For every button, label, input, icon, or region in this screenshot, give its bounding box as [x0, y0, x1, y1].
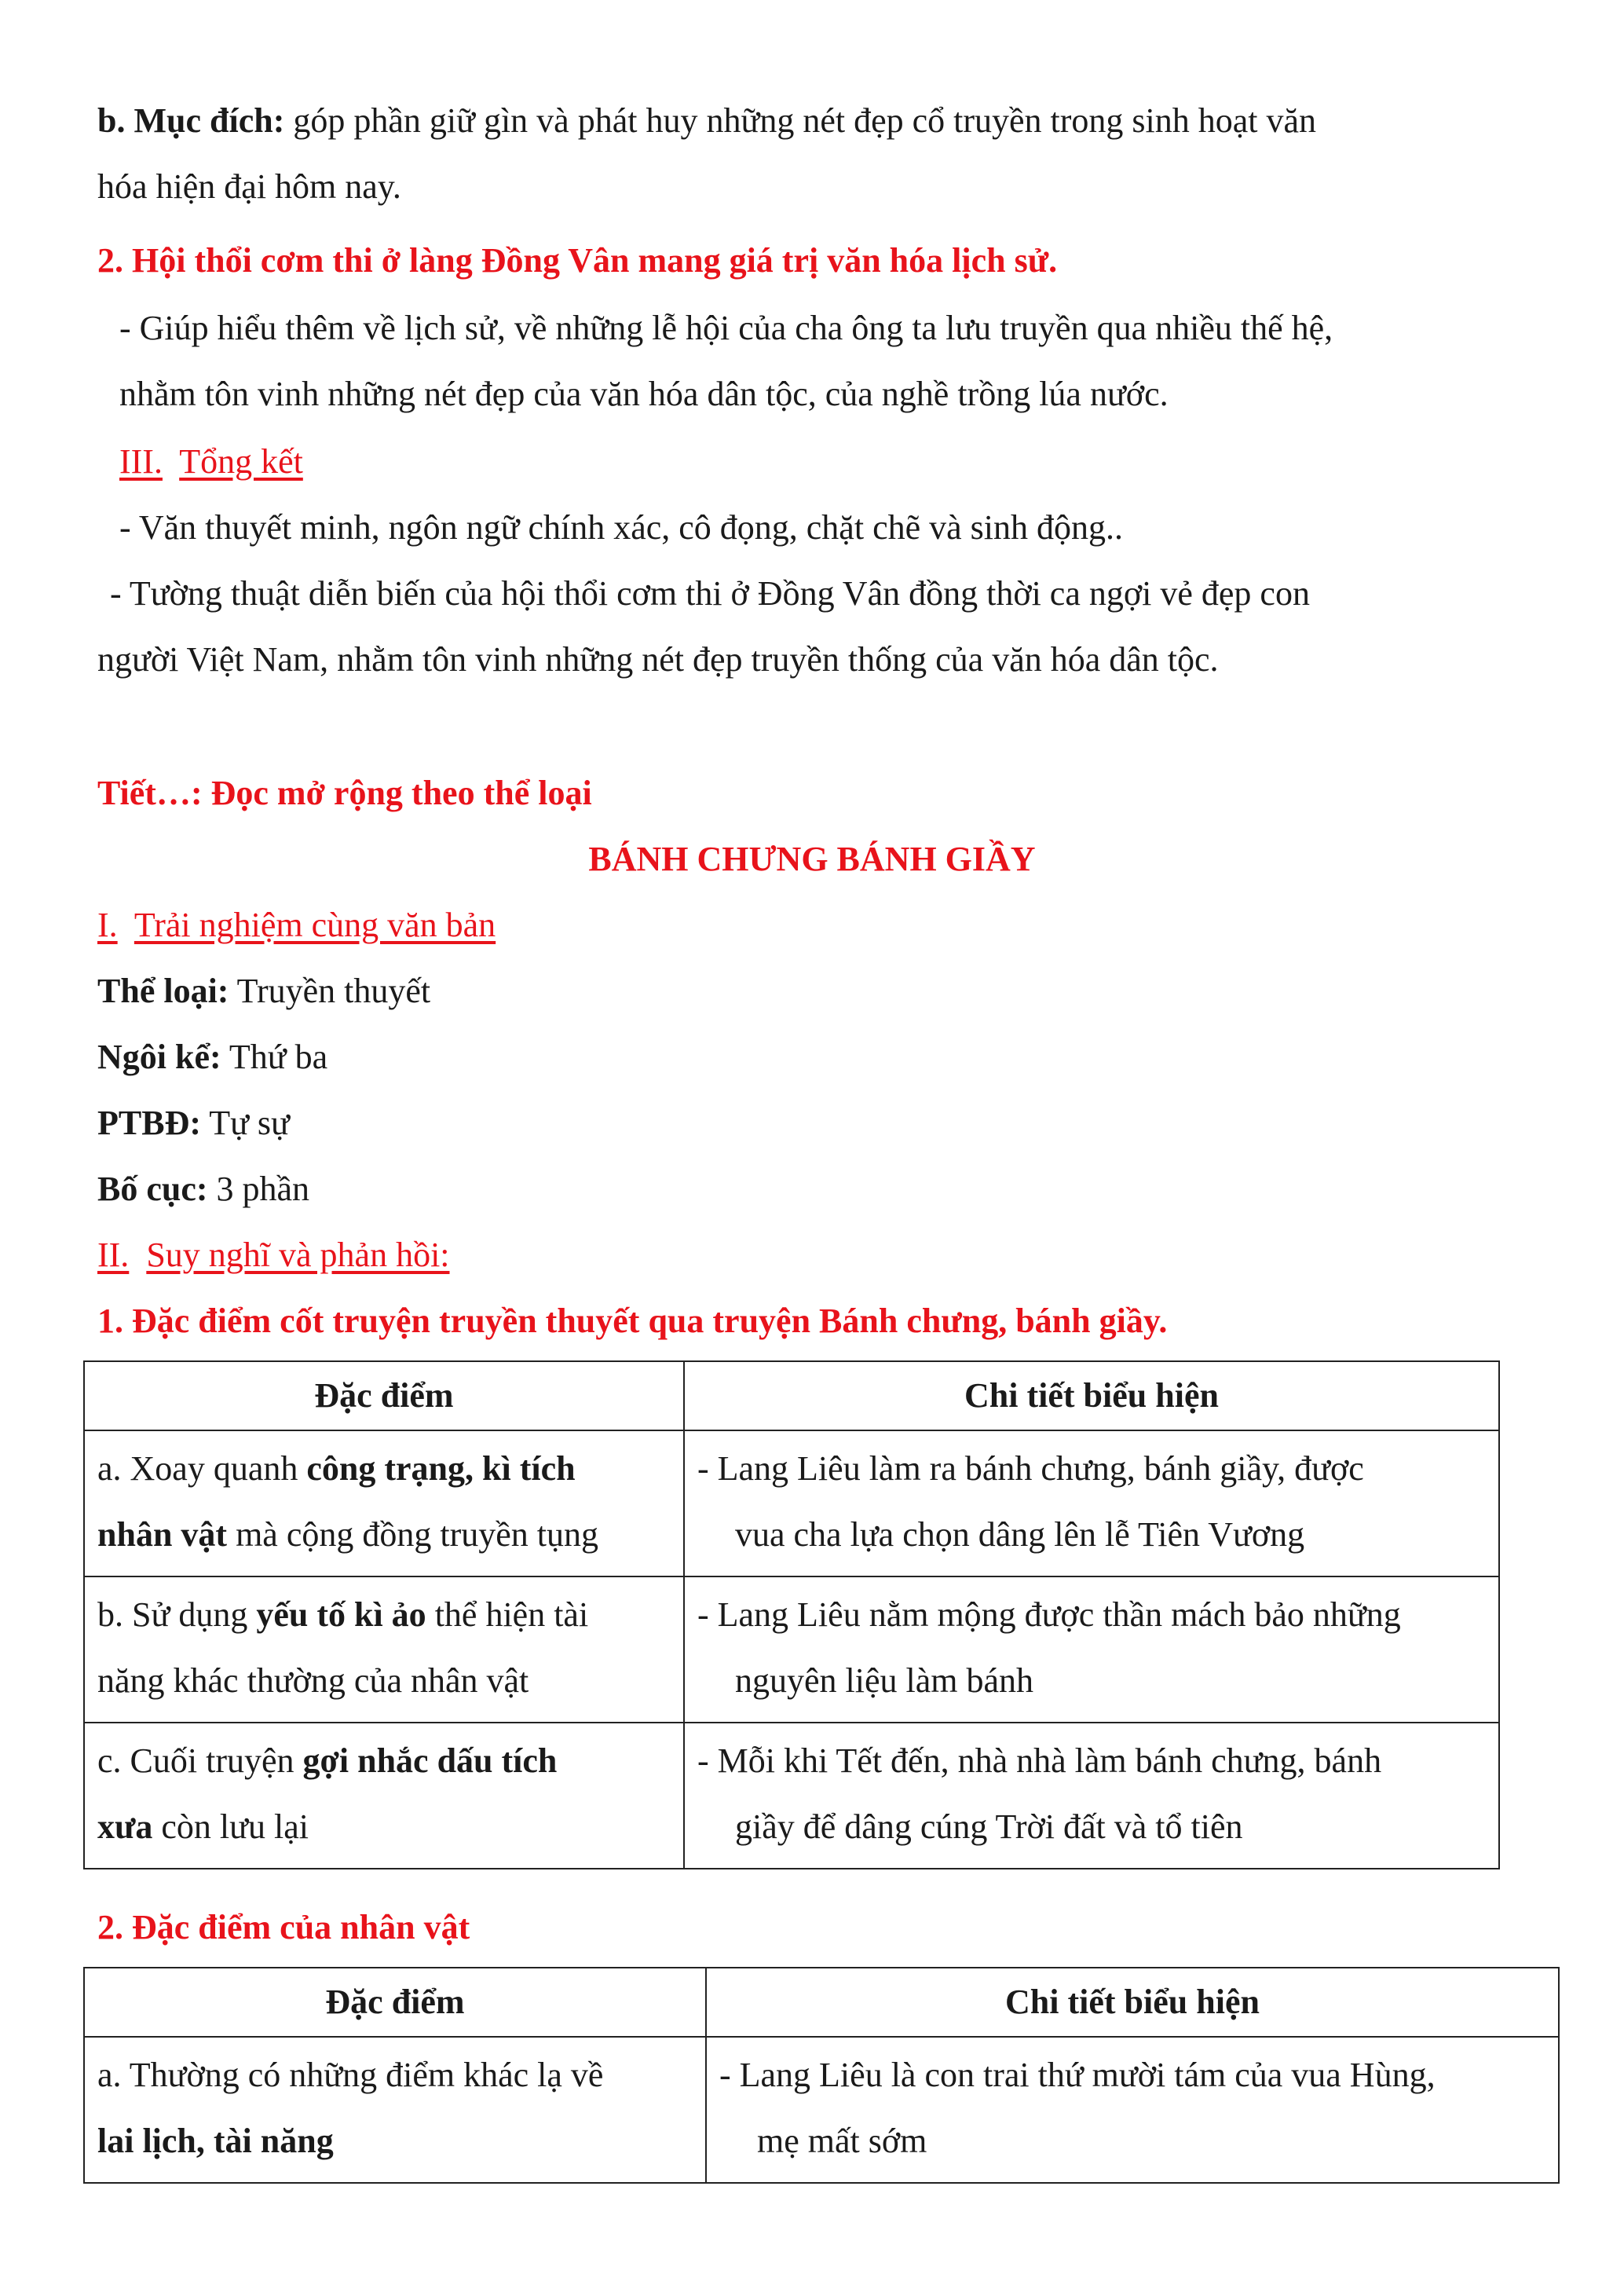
detail-text: - Lang Liêu là con trai thứ mười tám của vua Hùng, [719, 2056, 1436, 2094]
feature-keyword: yếu tố kì ảo [256, 1595, 426, 1634]
narrator-label: Ngôi kể: [97, 1038, 221, 1076]
detail-text: - Lang Liêu nằm mộng được thần mách bảo những [697, 1595, 1401, 1634]
detail-text: - Mỗi khi Tết đến, nhà nhà làm bánh chưng, bánh [697, 1741, 1382, 1780]
table-row [84, 1430, 1499, 1576]
mode-label: PTBĐ: [97, 1104, 201, 1142]
part2-heading [97, 1232, 450, 1279]
summary-heading [119, 438, 303, 485]
lesson-heading: Tiết…: Đọc mở rộng theo thể loại [97, 774, 592, 812]
table-row [84, 1723, 1499, 1869]
detail-cell [706, 2037, 1559, 2183]
summary-num: III. [119, 442, 163, 481]
detail-text: mẹ mất sớm [757, 2122, 927, 2160]
feature-text: a. Thường có những điểm khác lạ về [97, 2056, 604, 2094]
feature-keyword: gợi nhắc dấu tích [302, 1741, 558, 1780]
feature-cell [84, 2037, 706, 2183]
col-header-feature: Đặc điểm [84, 1361, 684, 1430]
feature-text: còn lưu lại [152, 1807, 309, 1846]
table-header-row [84, 1968, 1559, 2037]
heading-cultural-value: 2. Hội thổi cơm thi ở làng Đồng Vân mang giá trị văn hóa lịch sử. [97, 241, 1058, 280]
purpose-text-cont: hóa hiện đại hôm nay. [97, 167, 401, 206]
summary-title: Tổng kết [179, 442, 303, 481]
bullet-narration: - Tường thuật diễn biến của hội thổi cơm thi ở Đồng Vân đồng thời ca ngợi vẻ đẹp con [110, 574, 1310, 613]
feature-cell [84, 1430, 684, 1576]
feature-text: năng khác thường của nhân vật [97, 1661, 529, 1700]
feature-text: b. Sử dụng [97, 1595, 257, 1634]
detail-cell [684, 1723, 1499, 1869]
feature-cell [84, 1576, 684, 1723]
feature-text: thể hiện tài [426, 1595, 589, 1634]
feature-keyword: nhân vật [97, 1515, 228, 1554]
character-table [83, 1967, 1560, 2184]
feature-text: mà cộng đồng truyền tụng [227, 1515, 598, 1554]
feature-text: c. Cuối truyện [97, 1741, 303, 1780]
genre-line [97, 968, 430, 1015]
part1-title: Trải nghiệm cùng văn bản [134, 906, 496, 944]
part2-title: Suy nghĩ và phản hồi: [146, 1236, 450, 1274]
table-row [84, 2037, 1559, 2183]
part2-num: II. [97, 1236, 130, 1274]
detail-text: nguyên liệu làm bánh [735, 1661, 1034, 1700]
bullet-history: - Giúp hiểu thêm về lịch sử, về những lễ hội của cha ông ta lưu truyền qua nhiều thế hệ, [119, 309, 1333, 347]
feature-keyword: công trạng, kì tích [306, 1449, 576, 1488]
mode-line [97, 1100, 290, 1147]
detail-cell [684, 1430, 1499, 1576]
bullet-genre: - Văn thuyết minh, ngôn ngữ chính xác, cô đọng, chặt chẽ và sinh động.. [119, 508, 1123, 547]
feature-keyword: xưa [97, 1807, 153, 1846]
detail-text: - Lang Liêu làm ra bánh chưng, bánh giầy, được [697, 1449, 1364, 1488]
genre-value: Truyền thuyết [229, 972, 431, 1010]
purpose-text: góp phần giữ gìn và phát huy những nét đẹp cổ truyền trong sinh hoạt văn [284, 101, 1317, 140]
col-header-detail: Chi tiết biểu hiện [706, 1968, 1559, 2037]
detail-text: giầy để dâng cúng Trời đất và tổ tiên [735, 1807, 1243, 1846]
layout-value: 3 phần [207, 1170, 310, 1208]
part1-num: I. [97, 906, 118, 944]
table-header-row [84, 1361, 1499, 1430]
bullet-history-cont: nhằm tôn vinh những nét đẹp của văn hóa dân tộc, của nghề trồng lúa nước. [119, 375, 1169, 413]
layout-line [97, 1166, 309, 1213]
part1-heading [97, 902, 496, 949]
bullet-narration-cont: người Việt Nam, nhằm tôn vinh những nét đẹp truyền thống của văn hóa dân tộc. [97, 640, 1219, 679]
col-header-feature: Đặc điểm [84, 1968, 706, 2037]
feature-keyword: lai lịch, tài năng [97, 2122, 334, 2160]
layout-label: Bố cục: [97, 1170, 208, 1208]
mode-value: Tự sự [201, 1104, 290, 1142]
detail-cell [684, 1576, 1499, 1723]
genre-label: Thể loại: [97, 972, 229, 1010]
narrator-value: Thứ ba [221, 1038, 328, 1076]
purpose-label: b. Mục đích: [97, 101, 285, 140]
narrator-line [97, 1034, 327, 1081]
heading-character: 2. Đặc điểm của nhân vật [97, 1908, 470, 1946]
detail-text: vua cha lựa chọn dâng lên lễ Tiên Vương [735, 1515, 1305, 1554]
heading-plot: 1. Đặc điểm cốt truyện truyền thuyết qua truyện Bánh chưng, bánh giầy. [97, 1302, 1168, 1340]
feature-cell [84, 1723, 684, 1869]
feature-text: a. Xoay quanh [97, 1449, 307, 1488]
story-title: BÁNH CHƯNG BÁNH GIẦY [588, 840, 1036, 878]
col-header-detail: Chi tiết biểu hiện [684, 1361, 1499, 1430]
purpose-line [97, 97, 1316, 145]
table-row [84, 1576, 1499, 1723]
plot-table [83, 1360, 1500, 1869]
